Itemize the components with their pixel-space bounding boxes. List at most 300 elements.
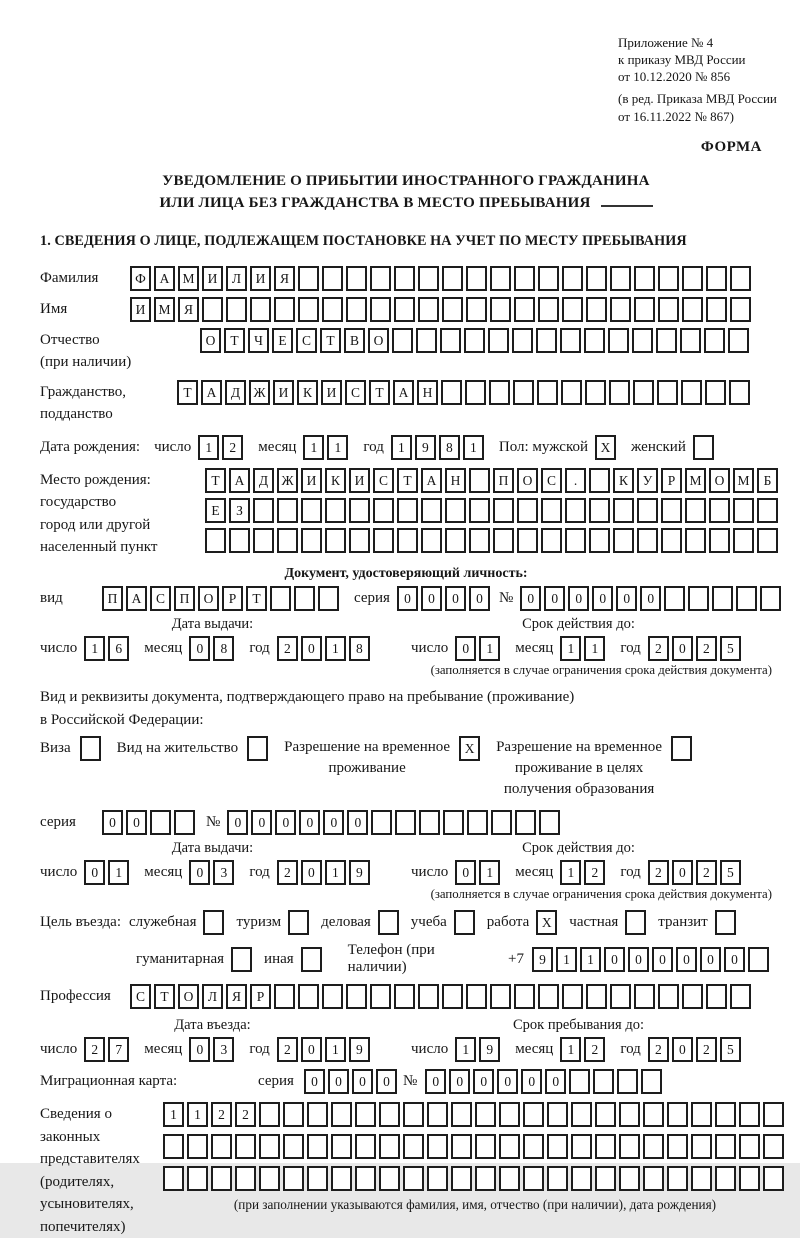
form-cell: 0	[376, 1069, 397, 1094]
identity-issue-dategroup	[40, 636, 385, 661]
form-cell	[541, 498, 562, 523]
form-cell	[523, 1166, 544, 1191]
form-cell	[371, 810, 392, 835]
form-cell	[490, 984, 511, 1009]
form-cell	[693, 435, 714, 460]
form-cell	[634, 297, 655, 322]
form-cell: 0	[301, 860, 322, 885]
form-cell: О	[178, 984, 199, 1009]
form-cell	[440, 328, 461, 353]
form-cell: .	[565, 468, 586, 493]
form-cell: 9	[532, 947, 553, 972]
purpose-checkbox	[625, 910, 649, 935]
form-cell: Т	[397, 468, 418, 493]
form-cell: 0	[724, 947, 745, 972]
form-cell	[346, 984, 367, 1009]
migration-number-label: №	[402, 1073, 418, 1090]
form-cell: Д	[225, 380, 246, 405]
birthdate-row	[40, 435, 772, 460]
date-part-label: месяц	[144, 1041, 183, 1058]
residence-series-label: серия	[40, 814, 76, 831]
form-cell: 0	[421, 586, 442, 611]
form-cell: 1	[303, 435, 324, 460]
form-cell	[667, 1134, 688, 1159]
form-cell	[235, 1166, 256, 1191]
form-cell: 0	[469, 586, 490, 611]
form-cell: Л	[202, 984, 223, 1009]
form-cell	[733, 498, 754, 523]
form-cell: 0	[449, 1069, 470, 1094]
sex-female-checkbox	[693, 435, 717, 460]
form-cell	[736, 586, 757, 611]
form-cell: 0	[455, 636, 476, 661]
form-cell: 7	[108, 1037, 129, 1062]
form-cell	[370, 984, 391, 1009]
residence-expiry-dategroup	[385, 860, 772, 885]
birthplace-boxes	[205, 468, 781, 553]
form-cell	[656, 328, 677, 353]
form-cell: 8	[213, 636, 234, 661]
form-cell: О	[368, 328, 389, 353]
form-cell: 2	[222, 435, 243, 460]
form-cell: О	[198, 586, 219, 611]
form-cell: 0	[520, 586, 541, 611]
form-cell	[325, 498, 346, 523]
form-cell	[288, 910, 309, 935]
form-cell	[466, 984, 487, 1009]
form-cell: У	[637, 468, 658, 493]
form-cell	[451, 1102, 472, 1127]
entry-dategroup	[40, 1037, 385, 1062]
form-cell	[613, 498, 634, 523]
purpose-row-2	[136, 942, 772, 976]
form-cell	[298, 297, 319, 322]
form-cell	[523, 1134, 544, 1159]
form-cell: 2	[648, 1037, 669, 1062]
purpose-checkbox	[203, 910, 227, 935]
form-cell: 1	[325, 1037, 346, 1062]
residence-dates-block	[40, 840, 772, 902]
birthplace-line3	[205, 528, 781, 553]
form-cell	[247, 736, 268, 761]
form-cell	[490, 297, 511, 322]
form-cell	[493, 528, 514, 553]
form-cell: М	[733, 468, 754, 493]
form-cell	[301, 947, 322, 972]
form-cell	[445, 528, 466, 553]
form-cell	[318, 586, 339, 611]
form-cell: 0	[304, 1069, 325, 1094]
form-cell	[283, 1134, 304, 1159]
form-cell	[259, 1166, 280, 1191]
date-part-label: год	[620, 1041, 641, 1058]
form-cell	[203, 910, 224, 935]
form-cell	[469, 528, 490, 553]
form-cell	[226, 297, 247, 322]
form-cell	[608, 328, 629, 353]
purpose-option-work: работа X	[487, 910, 561, 935]
form-cell	[427, 1166, 448, 1191]
form-cell	[748, 947, 769, 972]
form-cell: П	[102, 586, 123, 611]
form-cell	[595, 1134, 616, 1159]
form-cell	[641, 1069, 662, 1094]
form-cell: 0	[700, 947, 721, 972]
form-cell: П	[493, 468, 514, 493]
birthdate-dategroup	[154, 435, 487, 460]
form-cell	[589, 498, 610, 523]
purpose-option-business-trip: служебная	[129, 910, 228, 935]
purpose-label: Цель въезда:	[40, 914, 121, 931]
form-cell	[403, 1102, 424, 1127]
form-cell	[664, 586, 685, 611]
form-title-line2: ИЛИ ЛИЦА БЕЗ ГРАЖДАНСТВА В МЕСТО ПРЕБЫВАНИЯ	[40, 192, 772, 215]
form-cell: П	[174, 586, 195, 611]
form-cell: Ж	[249, 380, 270, 405]
form-cell	[658, 984, 679, 1009]
form-cell	[490, 266, 511, 291]
citizenship-row	[40, 380, 772, 426]
form-cell: 0	[497, 1069, 518, 1094]
form-cell	[253, 528, 274, 553]
form-cell	[560, 328, 581, 353]
form-cell	[569, 1069, 590, 1094]
form-cell	[80, 736, 101, 761]
patronymic-row	[40, 328, 772, 374]
form-cell	[403, 1134, 424, 1159]
form-cell	[418, 984, 439, 1009]
form-cell: И	[321, 380, 342, 405]
form-cell	[538, 984, 559, 1009]
date-part-label: месяц	[258, 438, 297, 455]
form-cell	[739, 1102, 760, 1127]
purpose-checkbox-work	[536, 910, 560, 935]
form-cell	[584, 328, 605, 353]
purpose-option-transit: транзит	[658, 910, 738, 935]
form-cell	[728, 328, 749, 353]
purpose-checkbox	[454, 910, 478, 935]
form-cell: 0	[672, 636, 693, 661]
profession-row	[40, 984, 772, 1009]
form-cell	[625, 910, 646, 935]
expiry-date-heading: Срок действия до:	[522, 615, 635, 632]
residence-series-row	[40, 810, 772, 835]
date-part-label: год	[249, 639, 270, 656]
form-cell: 0	[227, 810, 248, 835]
representatives-line3	[163, 1166, 787, 1191]
form-cell	[539, 810, 560, 835]
form-cell: К	[325, 468, 346, 493]
form-cell: 1	[560, 636, 581, 661]
form-cell	[571, 1102, 592, 1127]
form-cell	[451, 1134, 472, 1159]
form-cell	[298, 984, 319, 1009]
form-cell: 2	[696, 860, 717, 885]
form-cell	[681, 380, 702, 405]
amendment-line: (в ред. Приказа МВД России	[618, 91, 777, 107]
form-cell	[294, 586, 315, 611]
temp-residence-checkbox	[459, 736, 483, 761]
form-cell	[562, 984, 583, 1009]
form-cell: Р	[250, 984, 271, 1009]
form-cell	[163, 1134, 184, 1159]
form-cell	[442, 266, 463, 291]
appendix-header	[618, 34, 777, 125]
form-cell	[331, 1166, 352, 1191]
form-cell	[739, 1134, 760, 1159]
form-cell	[466, 266, 487, 291]
form-cell: 0	[251, 810, 272, 835]
representatives-boxes	[145, 1102, 787, 1213]
form-cell: 0	[640, 586, 661, 611]
form-cell	[709, 528, 730, 553]
form-cell: 5	[720, 636, 741, 661]
form-cell	[704, 328, 725, 353]
representatives-line1	[163, 1102, 787, 1127]
form-cell	[658, 266, 679, 291]
form-cell: 0	[521, 1069, 542, 1094]
form-cell: 0	[352, 1069, 373, 1094]
form-cell: Т	[224, 328, 245, 353]
form-cell	[493, 498, 514, 523]
doc-series-boxes	[397, 586, 493, 611]
form-cell: 2	[277, 636, 298, 661]
form-cell	[643, 1166, 664, 1191]
form-cell	[298, 266, 319, 291]
form-cell	[346, 297, 367, 322]
form-cell	[202, 297, 223, 322]
form-cell	[355, 1102, 376, 1127]
representatives-row	[40, 1102, 772, 1238]
form-cell: 1	[455, 1037, 476, 1062]
form-cell	[538, 297, 559, 322]
birthplace-line2	[205, 498, 781, 523]
form-cell: Я	[178, 297, 199, 322]
form-cell	[729, 380, 750, 405]
purpose-option-study: учеба	[411, 910, 478, 935]
form-cell: М	[178, 266, 199, 291]
form-cell: 2	[696, 636, 717, 661]
form-cell: Е	[205, 498, 226, 523]
form-cell	[763, 1102, 784, 1127]
form-cell	[561, 380, 582, 405]
form-cell	[403, 1166, 424, 1191]
form-cell	[610, 266, 631, 291]
form-cell: 1	[556, 947, 577, 972]
form-cell	[370, 266, 391, 291]
form-cell	[274, 984, 295, 1009]
form-cell: Я	[274, 266, 295, 291]
form-cell	[634, 984, 655, 1009]
date-part-label: год	[249, 864, 270, 881]
date-part-label: число	[40, 1041, 78, 1058]
form-cell	[488, 328, 509, 353]
phone-prefix: +7	[508, 950, 524, 967]
form-cell: М	[685, 468, 706, 493]
form-cell: А	[229, 468, 250, 493]
form-cell: 3	[213, 860, 234, 885]
form-cell	[715, 1166, 736, 1191]
form-cell: 0	[299, 810, 320, 835]
form-cell	[235, 1134, 256, 1159]
citizenship-label: Гражданство, подданство	[40, 383, 127, 423]
name-boxes	[130, 297, 754, 322]
form-cell: 0	[568, 586, 589, 611]
form-cell: 0	[473, 1069, 494, 1094]
purpose-row-1	[40, 910, 772, 935]
form-cell	[187, 1166, 208, 1191]
form-cell	[392, 328, 413, 353]
phone-label: Телефон (при наличии)	[347, 942, 435, 976]
form-cell	[536, 328, 557, 353]
purpose-option-other: иная	[264, 947, 325, 972]
form-cell	[421, 528, 442, 553]
form-cell	[586, 984, 607, 1009]
form-cell	[671, 736, 692, 761]
form-cell	[421, 498, 442, 523]
name-label: Имя	[40, 300, 68, 317]
form-cell	[619, 1102, 640, 1127]
form-cell	[211, 1134, 232, 1159]
form-cell: Ж	[277, 468, 298, 493]
form-cell: 0	[275, 810, 296, 835]
form-cell: 0	[102, 810, 123, 835]
form-cell: Л	[226, 266, 247, 291]
form-cell	[715, 1102, 736, 1127]
form-cell	[469, 498, 490, 523]
form-cell: С	[296, 328, 317, 353]
form-cell: Б	[757, 468, 778, 493]
form-cell	[733, 528, 754, 553]
date-part-label: год	[620, 639, 641, 656]
form-cell	[451, 1166, 472, 1191]
identity-expiry-dategroup	[385, 636, 772, 661]
form-cell: Т	[369, 380, 390, 405]
form-cell: А	[126, 586, 147, 611]
residence-number-label: №	[206, 814, 221, 831]
birthdate-label: Дата рождения:	[40, 438, 141, 455]
form-cell: 0	[126, 810, 147, 835]
form-cell: 0	[672, 1037, 693, 1062]
entry-date-heading: Дата въезда:	[174, 1017, 251, 1034]
sex-male-label: Пол: мужской	[498, 438, 589, 455]
form-cell	[373, 498, 394, 523]
form-cell	[541, 528, 562, 553]
form-cell	[685, 528, 706, 553]
form-cell	[394, 984, 415, 1009]
migration-card-label: Миграционная карта:	[40, 1073, 178, 1090]
form-cell	[643, 1134, 664, 1159]
form-cell	[680, 328, 701, 353]
form-cell	[475, 1134, 496, 1159]
doc-number-boxes	[520, 586, 784, 611]
birthplace-label: Место рождения: государство город или другой населенный пункт	[40, 471, 158, 556]
patronymic-boxes	[200, 328, 752, 353]
form-cell: И	[250, 266, 271, 291]
form-cell: 0	[676, 947, 697, 972]
form-cell: Т	[205, 468, 226, 493]
form-cell	[562, 266, 583, 291]
form-cell	[517, 528, 538, 553]
form-cell	[469, 468, 490, 493]
form-cell	[211, 1166, 232, 1191]
form-cell: З	[229, 498, 250, 523]
form-cell: А	[393, 380, 414, 405]
form-cell	[593, 1069, 614, 1094]
form-cell	[739, 1166, 760, 1191]
form-cell	[512, 328, 533, 353]
form-cell: 0	[616, 586, 637, 611]
form-cell	[657, 380, 678, 405]
form-cell: 0	[301, 636, 322, 661]
form-cell	[325, 528, 346, 553]
form-cell: А	[154, 266, 175, 291]
date-part-label: год	[363, 438, 384, 455]
form-cell	[373, 528, 394, 553]
form-cell: 3	[213, 1037, 234, 1062]
form-cell: 0	[425, 1069, 446, 1094]
identity-doc-heading: Документ, удостоверяющий личность:	[284, 565, 528, 581]
form-cell: К	[613, 468, 634, 493]
form-cell	[283, 1102, 304, 1127]
form-cell: С	[150, 586, 171, 611]
form-cell: 0	[397, 586, 418, 611]
form-cell: 1	[584, 636, 605, 661]
form-cell: 8	[349, 636, 370, 661]
form-cell	[331, 1134, 352, 1159]
appendix-line: Приложение № 4	[618, 35, 714, 50]
form-cell	[760, 586, 781, 611]
purpose-checkbox	[378, 910, 402, 935]
form-cell	[349, 528, 370, 553]
form-cell	[499, 1166, 520, 1191]
form-cell	[514, 266, 535, 291]
stay-until-heading: Срок пребывания до:	[513, 1017, 644, 1034]
form-cell	[427, 1134, 448, 1159]
form-cell	[562, 297, 583, 322]
form-cell	[499, 1134, 520, 1159]
form-cell: 2	[84, 1037, 105, 1062]
form-cell	[475, 1102, 496, 1127]
form-cell	[706, 297, 727, 322]
form-cell	[205, 528, 226, 553]
form-cell: О	[200, 328, 221, 353]
form-cell: 2	[696, 1037, 717, 1062]
form-cell	[661, 498, 682, 523]
doc-kind-label: вид	[40, 589, 63, 606]
date-part-label: год	[249, 1041, 270, 1058]
form-cell: 1	[327, 435, 348, 460]
form-cell	[565, 498, 586, 523]
form-cell	[632, 328, 653, 353]
date-part-label: число	[40, 864, 78, 881]
date-part-label: число	[411, 639, 449, 656]
form-cell	[571, 1166, 592, 1191]
form-cell	[379, 1166, 400, 1191]
migration-series-label: серия	[258, 1073, 294, 1090]
form-cell: Н	[445, 468, 466, 493]
visa-checkbox	[80, 736, 104, 761]
form-cell: 2	[277, 1037, 298, 1062]
doc-series-label: серия	[354, 589, 390, 606]
issue-date-heading: Дата выдачи:	[171, 615, 254, 632]
form-cell	[589, 468, 610, 493]
form-cell: 0	[592, 586, 613, 611]
form-cell: 0	[604, 947, 625, 972]
form-cell	[547, 1134, 568, 1159]
form-cell	[489, 380, 510, 405]
form-cell	[705, 380, 726, 405]
